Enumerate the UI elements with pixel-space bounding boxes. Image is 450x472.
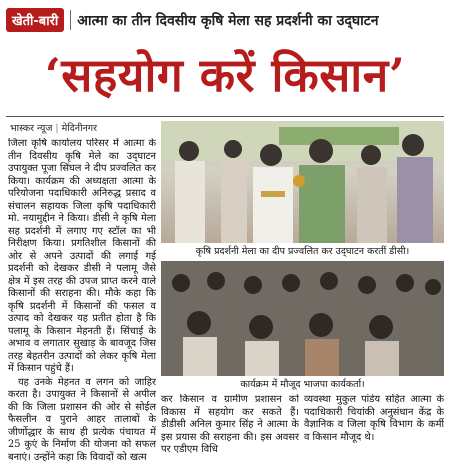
byline-source: भास्कर न्यूज [10, 123, 53, 134]
body-paragraph: यह उनके मेहनत व लगन को जाहिर करता है। उपायुक्त ने किसानों से अपील की कि जिला प्रशासन की ओर से सोईल फैसलीन व पुराने आहर तालाबों के जीर्णोद्धार के साथ ही प्रत्येक पंचायत में 25 कुएं के निर्माण की योजना को सफल बनाएं। उन्होंने कहा कि विवादों को खत्म [8, 376, 156, 463]
article-body-column [8, 138, 156, 468]
photo-caption: कृषि प्रदर्शनी मेला का दीप प्रज्वलित कर उद्‌घाटन करतीं डीसी। [161, 245, 444, 259]
article-column-3 [304, 394, 444, 468]
inauguration-photo-image [161, 121, 444, 243]
byline-place: मेदिनीनगर [61, 123, 98, 134]
photo-caption: कार्यक्रम में मौजूद भाजपा कार्यकर्ता। [161, 378, 444, 392]
main-headline: ‘सहयोग करें किसान’ [44, 48, 406, 102]
byline-separator: | [55, 123, 59, 134]
section-divider [70, 10, 71, 30]
column-paragraph: व्यवस्था मुकुल पांडेय सहित आत्मा के पदाधिकारी चियांकी अनुसंधान केंद्र के वैज्ञानिक व जिला कृषि विभाग के कर्मी व किसान मौजूद थे। [304, 394, 444, 443]
kicker-headline: आत्मा का तीन दिवसीय कृषि मेला सह प्रदर्शनी का उद्‌घाटन [77, 12, 379, 29]
section-tag: खेती-बारी [6, 8, 64, 32]
article-header [6, 4, 444, 36]
body-paragraph: जिला कृषि कार्यालय परिसर में आत्मा के तीन दिवसीय कृषि मेले का उद्‌घाटन उपायुक्त पूजा सिंघल ने दीप प्रज्वलित कर किया। कार्यक्रम की अध्यक्षता आत्मा के परियोजना पदाधिकारी अनिरुद्ध प्रसाद व संचालन सहायक जिला कृषि पदाधिकारी मो. नयामुद्दीन ने किया। डीसी ने कृषि मेला सह प्रदर्शनी में लगाए गए स्टॉल का भी निरीक्षण किया। प्रगतिशील किसानों की ओर से अपने उत्पादों की लगाई गई प्रदर्शनी को देखकर डीसी ने पलामू जैसे क्षेत्र में इस तरह की उपज प्राप्त करने वाले किसानों की सराहना की। मौके कहा कि कृषि प्रदर्शनी में किसानों की फसल व उत्पाद को देखकर यह प्रतीत होता है कि पलामू के किसान मेहनती हैं। सिंचाई के अभाव व लगातार सुखाड़ के बावजूद जिस तरह बेहतरीन उत्पादों को लेकर कृषि मेला में किसान पहुंचे हैं। [8, 138, 156, 374]
article-column-2 [161, 394, 299, 468]
inauguration-photo [161, 121, 444, 243]
party-workers-photo [161, 261, 444, 376]
column-paragraph: कर किसान व ग्रामीण प्रशासन को विकास में सहयोग कर सकते हैं। डीडीसी अनिल कुमार सिंह ने आत्मा के इस प्रयास की सराहना की। इस अवसर पर एडीएम विधि [161, 394, 299, 455]
headline-rule [6, 116, 444, 117]
byline [10, 121, 97, 134]
party-workers-photo-image [161, 261, 444, 376]
